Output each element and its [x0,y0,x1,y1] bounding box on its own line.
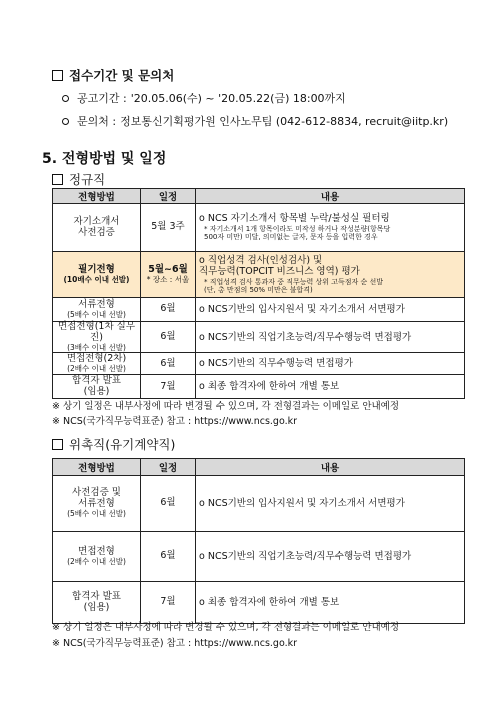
method-text: (임용) [83,385,110,397]
circle-bullet-icon [62,118,69,125]
header-content: 내용 [196,189,465,204]
cell-method [53,252,141,298]
method-text: 합격자 발표 [72,375,121,387]
table-row [53,476,465,532]
cell-date [141,322,196,353]
table-row [53,252,465,298]
contract-heading [52,435,175,453]
method-text: 면접전형(2차) [66,353,127,365]
date-text: 6월 [160,303,176,315]
cell-date [141,353,196,375]
content-line: * 직업성격 검사 통과자 중 직무능력 상위 고득점자 순 선발 [204,277,384,286]
content-line: 직무능력(TOPCIT 비즈니스 영역) 평가 [199,266,360,278]
date-text: 6월 [160,550,176,562]
contract-note-2: ※ NCS(국가직무능력표준) 참고 : https://www.ncs.go.kr [52,638,298,649]
cell-content [196,532,465,582]
cell-method [53,476,141,532]
cell-content [196,298,465,322]
regular-heading [52,170,105,188]
content-line: o NCS기반의 입사지원서 및 자기소개서 서면평가 [199,303,405,315]
method-text: 면접전형 [78,545,115,557]
date-text: 6월 [160,497,176,509]
cell-content [196,204,465,252]
checkbox-square-icon [52,174,63,185]
method-subtext: (3배수 이내 선발) [67,342,126,352]
date-text: 5월~6월 [148,263,188,275]
table-row [53,375,465,399]
method-text: 서류전형 [78,298,115,310]
cell-date [141,532,196,582]
content-line: o NCS기반의 직무수행능력 면접평가 [199,358,353,370]
date-subtext: * 장소 : 서울 [146,274,190,284]
cell-method [53,353,141,375]
method-text: 면접전형(1차 실무진) [57,321,135,343]
header-date: 일정 [141,189,196,204]
method-text: 서류전형 [78,498,115,510]
cell-date [141,375,196,399]
header-method: 전형방법 [53,189,141,204]
cell-method [53,322,141,353]
cell-method [53,532,141,582]
content-line: o NCS기반의 입사지원서 및 자기소개서 서면평가 [199,497,405,509]
table-row [53,582,465,624]
cell-date [141,204,196,252]
cell-date [141,252,196,298]
contact-line [62,113,448,129]
table-row [53,532,465,582]
period-value: '20.05.06(수) ~ '20.05.22(금) 18:00까지 [130,92,346,105]
cell-method [53,204,141,252]
cell-method [53,375,141,399]
cell-date [141,476,196,532]
content-line: o NCS 자기소개서 항목별 누락/불성실 필터링 [199,213,390,225]
method-text: 합격자 발표 [72,590,121,602]
contact-section-title: 접수기간 및 문의처 [69,68,175,83]
contact-value: 정보통신기획평가원 인사노무팀 (042-612-8834, recruit@iitp.kr) [120,115,449,128]
method-text: 사전검증 및 [72,487,121,499]
content-line: o 최종 합격자에 한하여 개별 통보 [199,596,340,608]
cell-date [141,298,196,322]
header-date: 일정 [141,459,196,476]
table-header-row [53,459,465,476]
regular-note-2: ※ NCS(국가직무능력표준) 참고 : https://www.ncs.go.kr [52,416,298,427]
checkbox-square-icon [52,439,63,450]
content-line: * 자기소개서 1개 항목이라도 미작성 하거나 작성분량(항목당 [204,224,391,233]
table-row [53,204,465,252]
period-line [62,90,346,106]
contract-note-1: ※ 상기 일정은 내부사정에 따라 변경될 수 있으며, 각 전형결과는 이메일로 안내예정 [52,622,400,633]
regular-note-1: ※ 상기 일정은 내부사정에 따라 변경될 수 있으며, 각 전형결과는 이메일로 안내예정 [52,401,400,412]
cell-content [196,322,465,353]
table-header-row [53,189,465,204]
method-subtext: (10배수 이내 선발) [63,274,130,284]
circle-bullet-icon [62,95,69,102]
date-text: 6월 [160,330,176,342]
content-line: o NCS기반의 직업기초능력/직무수행능력 면접평가 [199,331,412,343]
section5-title: 5. 전형방법 및 일정 [42,151,167,167]
method-subtext: (5배수 이내 선발) [67,509,126,519]
regular-schedule-table [52,188,465,399]
header-method: 전형방법 [53,459,141,476]
content-line: 500자 미만) 미달, 의미없는 글자, 문자 등을 입력한 경우 [204,233,378,242]
table-row [53,298,465,322]
date-text: 5월 3주 [151,221,185,233]
cell-method [53,298,141,322]
method-subtext: (2배수 이내 선발) [67,556,126,566]
cell-content [196,375,465,399]
date-text: 7월 [160,596,176,608]
content-line: o 직업성격 검사(인성검사) 및 [199,254,323,266]
content-line: o 최종 합격자에 한하여 개별 통보 [199,381,340,393]
cell-content [196,353,465,375]
cell-content [196,476,465,532]
header-content: 내용 [196,459,465,476]
table-row [53,322,465,353]
method-text: 사전검증 [78,226,115,238]
contact-label: 문의처 : [77,115,117,128]
cell-method [53,582,141,624]
method-subtext: (2배수 이내 선발) [67,364,126,374]
contract-title: 위촉직(유기계약직) [69,437,176,452]
checkbox-square-icon [52,70,63,81]
cell-date [141,582,196,624]
date-text: 7월 [160,380,176,392]
method-text: 자기소개서 [73,215,120,227]
cell-content [196,582,465,624]
regular-title: 정규직 [69,172,106,187]
period-label: 공고기간 : [77,92,127,105]
method-text: 필기전형 [78,263,115,275]
content-line: (단, 총 만점의 50% 미만은 불합격) [204,285,313,294]
method-text: (임용) [83,601,110,613]
contact-section-heading [52,66,174,84]
contract-schedule-table [52,458,465,624]
cell-content [196,252,465,298]
method-subtext: (5배수 이내 선발) [67,309,126,319]
date-text: 6월 [160,357,176,369]
table-row [53,353,465,375]
content-line: o NCS기반의 직업기초능력/직무수행능력 면접평가 [199,550,412,562]
